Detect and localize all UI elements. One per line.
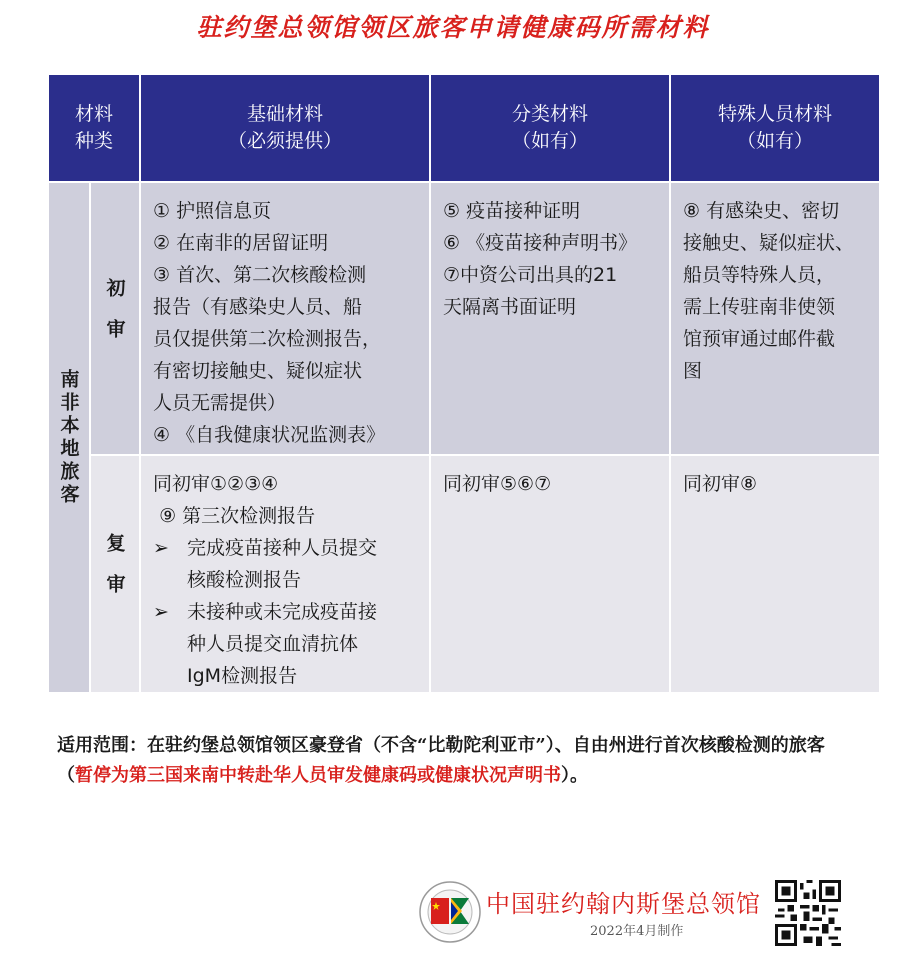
- list-item: ➢ 完成疫苗接种人员提交 核酸检测报告: [153, 532, 419, 596]
- page-title: 驻约堡总领馆领区旅客申请健康码所需材料: [196, 13, 710, 42]
- review-label: 复审: [103, 533, 126, 615]
- list-item: ③ 首次、第二次核酸检测 报告（有感染史人员、船 员仅提供第二次检测报告， 有密切接触史、疑似症状 人员无需提供）: [153, 264, 382, 414]
- list-item: 同初审①②③④: [153, 473, 279, 495]
- table-header-row: [48, 74, 880, 182]
- header-basic: 基础材料 （必须提供）: [140, 74, 430, 182]
- scope-note: 适用范围：在驻约堡总领馆领区豪登省（不含“比勒陀利亚市”）、自由州进行首次核酸检测的旅客（暂停为第三国来南中转赴华人员审发健康码或健康状况声明书）。: [57, 735, 825, 786]
- first-review-label-cell: [90, 182, 140, 455]
- list-item: ④ 《自我健康状况监测表》: [153, 424, 386, 446]
- review-label-cell: [90, 455, 140, 693]
- list-item: ⑨ 第三次检测报告: [153, 505, 316, 527]
- first-review-label: 初审: [103, 277, 126, 360]
- list-item: ⑦中资公司出具的21 天隔离书面证明: [443, 264, 618, 318]
- first-special-cell: [670, 182, 880, 455]
- header-classified: 分类材料 （如有）: [430, 74, 670, 182]
- list-item: ② 在南非的居留证明: [153, 232, 329, 254]
- arrow-bullet-icon: ➢: [153, 537, 169, 559]
- group-label-cell: [48, 182, 90, 693]
- list-item: 同初审⑧: [683, 473, 758, 495]
- review-basic-cell: [140, 455, 430, 693]
- header-special: 特殊人员材料 （如有）: [670, 74, 880, 182]
- list-item: 同初审⑤⑥⑦: [443, 473, 552, 495]
- consulate-emblem-icon: [418, 880, 482, 944]
- group-label: 南非本地旅客: [57, 368, 80, 507]
- list-item: ① 护照信息页: [153, 200, 272, 222]
- review-classified-cell: [430, 455, 670, 693]
- list-item: ⑧ 有感染史、密切 接触史、疑似症状、 船员等特殊人员， 需上传驻南非使领 馆预审通过邮件截 图: [683, 200, 855, 382]
- footer-date: 2022年4月制作: [590, 924, 684, 939]
- list-item: ⑥ 《疫苗接种声明书》: [443, 232, 638, 254]
- materials-table: [47, 73, 881, 694]
- table-row-first-review: [48, 182, 880, 455]
- qr-code-icon: [775, 880, 841, 946]
- arrow-bullet-icon: ➢: [153, 601, 169, 623]
- table-row-review: [48, 455, 880, 693]
- scope-note-highlight: 暂停为第三国来南中转赴华人员审发健康码或健康状况声明书: [75, 765, 561, 786]
- first-classified-cell: [430, 182, 670, 455]
- list-item: ➢ 未接种或未完成疫苗接 种人员提交血清抗体 IgM检测报告: [153, 596, 419, 692]
- review-special-cell: [670, 455, 880, 693]
- first-basic-cell: [140, 182, 430, 455]
- header-category: 材料 种类: [48, 74, 140, 182]
- list-item: ⑤ 疫苗接种证明: [443, 200, 581, 222]
- footer-org-name: 中国驻约翰内斯堡总领馆: [486, 890, 761, 918]
